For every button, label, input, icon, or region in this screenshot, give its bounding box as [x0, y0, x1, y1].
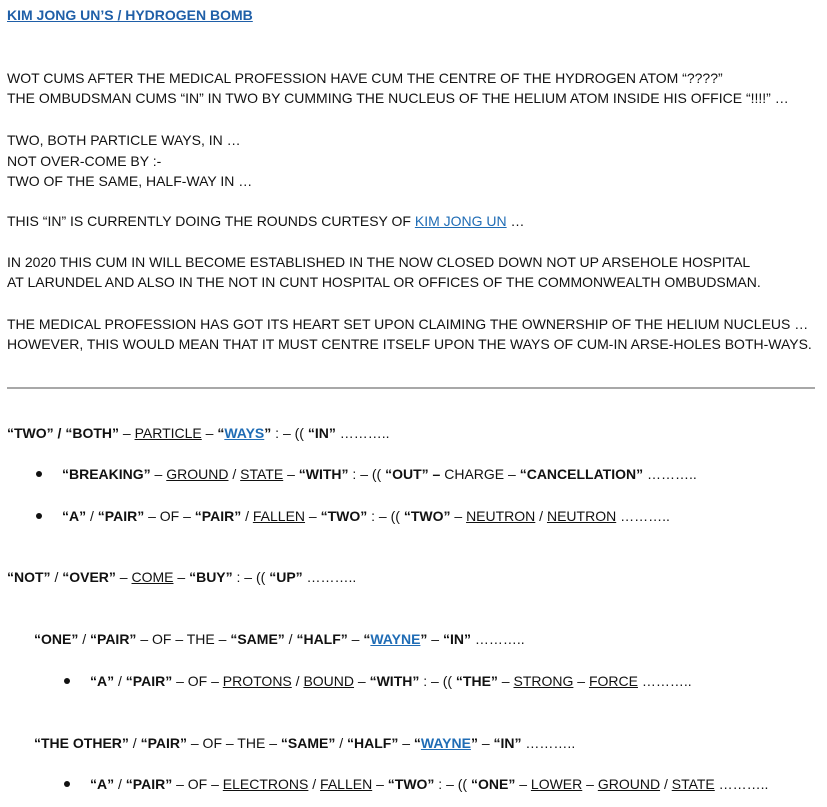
text: – [150, 466, 167, 482]
text: ……….. [637, 673, 692, 689]
text: “SAME” [280, 735, 336, 751]
text: “IN” [307, 425, 336, 441]
text: “WITH” [298, 466, 349, 482]
text: STATE [240, 466, 284, 482]
text: / [53, 425, 66, 441]
text: “PAIR” [125, 776, 173, 792]
text: – OF – THE – [136, 631, 231, 647]
text: / [291, 673, 304, 689]
paragraph-line: THE OMBUDSMAN CUMS “IN” IN TWO BY CUMMING THE NUCLEUS OF THE HELIUM ATOM INSIDE HIS OFFICE “!!!!” … [7, 90, 789, 106]
text: / [335, 735, 347, 751]
text: – OF – [144, 508, 195, 524]
text: / [228, 466, 241, 482]
text: PROTONS [222, 673, 292, 689]
text: – OF – THE – [186, 735, 281, 751]
text: “THE” [455, 673, 498, 689]
text: “THE OTHER” [34, 735, 129, 751]
text: ELECTRONS [222, 776, 309, 792]
text: STRONG [513, 673, 574, 689]
text: / [86, 508, 98, 524]
text: / [114, 776, 126, 792]
text: – [305, 508, 321, 524]
text: ” [420, 631, 428, 647]
text: “OVER” [62, 569, 116, 585]
outline-bullet [62, 507, 670, 525]
ways-link[interactable]: WAYS [224, 425, 265, 441]
text: : – (( [232, 569, 270, 585]
text: PARTICLE [134, 425, 202, 441]
text: – OF – [172, 776, 223, 792]
outline-subheading [34, 630, 525, 648]
paragraph-line: THE MEDICAL PROFESSION HAS GOT ITS HEART SET UPON CLAIMING THE OWNERSHIP OF THE HELIUM NUCLEUS … [7, 316, 809, 332]
outline-bullet [62, 465, 697, 483]
text: ” [264, 425, 272, 441]
text: ……….. [616, 508, 670, 524]
text: … [506, 213, 525, 229]
text: COME [131, 569, 174, 585]
text: “PAIR” [140, 735, 187, 751]
text: “UP” [269, 569, 303, 585]
text: – [427, 631, 443, 647]
text: FALLEN [320, 776, 373, 792]
text: : – (( [367, 508, 404, 524]
text: “SAME” [230, 631, 285, 647]
text: CHARGE – [440, 466, 520, 482]
text: : – (( [434, 776, 471, 792]
text: “TWO” [7, 425, 54, 441]
text: STATE [671, 776, 715, 792]
text: – [573, 673, 589, 689]
text: “PAIR” [90, 631, 137, 647]
text: “NOT” [7, 569, 51, 585]
text: “HALF” [347, 735, 399, 751]
text: – [173, 569, 190, 585]
text: / [660, 776, 672, 792]
wayne-link[interactable]: WAYNE [370, 631, 421, 647]
text: “ONE” [34, 631, 79, 647]
text: : – (( [348, 466, 386, 482]
paragraph-line: NOT OVER-COME BY :- [7, 153, 162, 169]
text: – [450, 508, 467, 524]
paragraph-line [7, 212, 525, 230]
text: / [535, 508, 547, 524]
text: “ [413, 735, 421, 751]
text: ……….. [335, 425, 390, 441]
text: : – (( [271, 425, 308, 441]
text: “BREAKING” [62, 466, 151, 482]
text: – [201, 425, 218, 441]
text: “TWO” [387, 776, 435, 792]
outline-bullet [90, 775, 768, 793]
text: “ONE” [470, 776, 516, 792]
text: “IN” [493, 735, 522, 751]
text: “OUT” – [385, 466, 441, 482]
text: GROUND [597, 776, 661, 792]
text: – [115, 569, 132, 585]
text: ……….. [643, 466, 697, 482]
text: – [354, 673, 370, 689]
paragraph-line: HOWEVER, THIS WOULD MEAN THAT IT MUST CENTRE ITSELF UPON THE WAYS OF CUM-IN ARSE-HOLES BOTH-WAYS. [7, 336, 812, 352]
text: ……….. [714, 776, 769, 792]
paragraph-line: WOT CUMS AFTER THE MEDICAL PROFESSION HAVE CUM THE CENTRE OF THE HYDROGEN ATOM “????” [7, 70, 723, 86]
text: “PAIR” [125, 673, 173, 689]
paragraph-line: TWO, BOTH PARTICLE WAYS, IN … [7, 132, 241, 148]
text: / [50, 569, 63, 585]
text: : – (( [419, 673, 456, 689]
text: “WITH” [369, 673, 420, 689]
bullet-icon [64, 781, 70, 787]
bullet-icon [64, 678, 70, 684]
text: ” [470, 735, 478, 751]
text: – [372, 776, 388, 792]
text: / [128, 735, 141, 751]
text: ……….. [471, 631, 525, 647]
wayne-link[interactable]: WAYNE [420, 735, 471, 751]
text: – [515, 776, 531, 792]
horizontal-divider [7, 387, 815, 389]
text: FALLEN [252, 508, 306, 524]
outline-heading [7, 568, 356, 586]
text: ……….. [521, 735, 576, 751]
text: “TWO” [320, 508, 368, 524]
outline-bullet [90, 672, 692, 690]
text: ……….. [302, 569, 357, 585]
kim-jong-un-link[interactable]: KIM JONG UN [414, 213, 507, 229]
document-title[interactable]: KIM JONG UN’S / HYDROGEN BOMB [7, 7, 253, 23]
bullet-icon [36, 471, 42, 477]
text: “ [217, 425, 225, 441]
text: NEUTRON [466, 508, 536, 524]
outline-heading [7, 424, 390, 442]
text: / [284, 631, 297, 647]
text: “IN” [443, 631, 471, 647]
paragraph-line: IN 2020 THIS CUM IN WILL BECOME ESTABLISHED IN THE NOW CLOSED DOWN NOT UP ARSEHOLE HOSPITAL [7, 254, 751, 270]
text: – [119, 425, 135, 441]
text: “TWO” [403, 508, 451, 524]
text: / [78, 631, 91, 647]
text: / [241, 508, 253, 524]
text: – [477, 735, 494, 751]
text: “PAIR” [97, 508, 145, 524]
text: “CANCELLATION” [519, 466, 644, 482]
text: – [347, 631, 364, 647]
text: BOUND [303, 673, 355, 689]
text: – [497, 673, 514, 689]
text: LOWER [530, 776, 583, 792]
text: / [114, 673, 126, 689]
outline-subheading [34, 734, 575, 752]
paragraph-line: TWO OF THE SAME, HALF-WAY IN … [7, 173, 253, 189]
text: – [283, 466, 299, 482]
text: “HALF” [296, 631, 348, 647]
text: THIS “IN” IS CURRENTLY DOING THE ROUNDS CURTESY OF [7, 213, 415, 229]
text: “A” [62, 508, 87, 524]
text: – [582, 776, 598, 792]
text: – [398, 735, 414, 751]
text: – OF – [172, 673, 223, 689]
bullet-icon [36, 513, 42, 519]
text: FORCE [588, 673, 638, 689]
text: “BUY” [189, 569, 233, 585]
text: GROUND [166, 466, 229, 482]
text: “BOTH” [65, 425, 119, 441]
text: “A” [90, 776, 115, 792]
text: “A” [90, 673, 115, 689]
paragraph-line: AT LARUNDEL AND ALSO IN THE NOT IN CUNT HOSPITAL OR OFFICES OF THE COMMONWEALTH OMBUDSMAN. [7, 274, 761, 290]
text: “PAIR” [194, 508, 242, 524]
text: NEUTRON [546, 508, 617, 524]
text: / [308, 776, 321, 792]
text: “ [363, 631, 371, 647]
